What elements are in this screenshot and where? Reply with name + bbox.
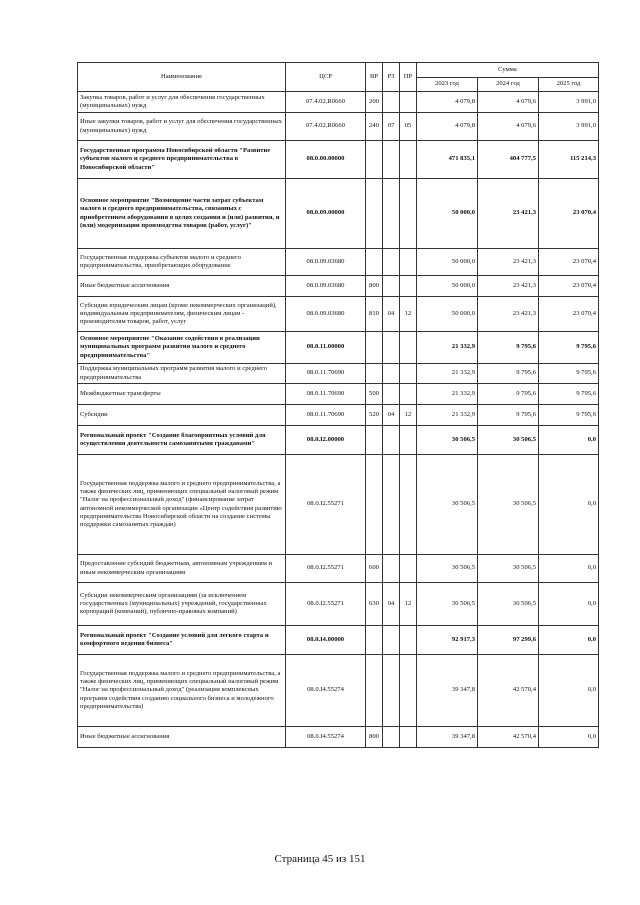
table-row xyxy=(78,179,599,249)
cell-2025: 0,0 xyxy=(539,626,599,655)
cell-pr xyxy=(400,332,417,364)
cell-vr: 500 xyxy=(366,384,383,405)
cell-2025: 0,0 xyxy=(539,583,599,626)
table-row xyxy=(78,727,599,748)
table-row xyxy=(78,626,599,655)
cell-2023: 30 506,5 xyxy=(417,426,478,455)
cell-csr: 08.0.I4.55274 xyxy=(286,727,366,748)
cell-2025: 23 070,4 xyxy=(539,249,599,276)
cell-vr xyxy=(366,141,383,179)
cell-pr xyxy=(400,92,417,113)
cell-2023: 39 347,8 xyxy=(417,655,478,727)
cell-pr xyxy=(400,384,417,405)
table-row xyxy=(78,384,599,405)
cell-pr xyxy=(400,141,417,179)
cell-csr: 08.0.09.00000 xyxy=(286,179,366,249)
cell-2025: 23 070,4 xyxy=(539,276,599,297)
cell-2024: 9 795,6 xyxy=(478,384,539,405)
cell-name: Региональный проект "Создание благоприятных условий для осуществления деятельности самозанятыми гражданами" xyxy=(78,426,286,455)
table-body xyxy=(78,92,599,748)
cell-2024: 30 506,5 xyxy=(478,426,539,455)
cell-csr: 08.0.I2.55271 xyxy=(286,455,366,555)
cell-vr: 520 xyxy=(366,405,383,426)
cell-2023: 50 000,0 xyxy=(417,249,478,276)
cell-csr: 08.0.09.03680 xyxy=(286,249,366,276)
cell-rz xyxy=(383,92,400,113)
cell-2024: 23 421,3 xyxy=(478,179,539,249)
page-number: Страница 45 из 151 xyxy=(274,853,366,865)
cell-pr: 12 xyxy=(400,583,417,626)
cell-pr xyxy=(400,655,417,727)
cell-csr: 08.0.I2.55271 xyxy=(286,555,366,583)
header-name: Наименование xyxy=(78,63,286,92)
cell-vr xyxy=(366,426,383,455)
cell-rz xyxy=(383,426,400,455)
cell-rz: 04 xyxy=(383,405,400,426)
cell-2025: 23 070,4 xyxy=(539,179,599,249)
cell-2025: 9 795,6 xyxy=(539,384,599,405)
cell-name: Закупка товаров, работ и услуг для обеспечения государственных (муниципальных) нужд xyxy=(78,92,286,113)
table-row xyxy=(78,455,599,555)
cell-name: Государственная поддержка малого и среднего предпринимательства, а также физических лиц, применяющих специальный налоговый режим "Налог на профессиональный доход" (финансирование затрат автономной некоммерческой организации «Центр содействия развитию предпринимательства Новосибирской области на создание системы поддержки самозанятых граждан) xyxy=(78,455,286,555)
table-row xyxy=(78,113,599,141)
cell-2024: 23 421,3 xyxy=(478,276,539,297)
table-row xyxy=(78,583,599,626)
cell-2025: 9 795,6 xyxy=(539,332,599,364)
cell-2025: 0,0 xyxy=(539,655,599,727)
cell-csr: 08.0.I4.00000 xyxy=(286,626,366,655)
table-row xyxy=(78,426,599,455)
cell-rz xyxy=(383,364,400,384)
table-row xyxy=(78,655,599,727)
cell-2023: 50 000,0 xyxy=(417,276,478,297)
cell-pr xyxy=(400,276,417,297)
cell-csr: 08.0.I2.55271 xyxy=(286,583,366,626)
cell-2024: 9 795,6 xyxy=(478,405,539,426)
cell-2023: 4 079,8 xyxy=(417,92,478,113)
cell-2024: 30 506,5 xyxy=(478,583,539,626)
cell-2024: 23 421,3 xyxy=(478,297,539,332)
cell-vr: 800 xyxy=(366,727,383,748)
cell-csr: 08.0.11.00000 xyxy=(286,332,366,364)
cell-name: Государственная программа Новосибирской области "Развитие субъектов малого и среднего предпринимательства в Новосибирской области" xyxy=(78,141,286,179)
cell-rz xyxy=(383,455,400,555)
header-2023: 2023 год xyxy=(417,78,478,92)
cell-pr xyxy=(400,555,417,583)
cell-2024: 42 570,4 xyxy=(478,727,539,748)
cell-vr xyxy=(366,455,383,555)
cell-rz xyxy=(383,727,400,748)
cell-pr: 12 xyxy=(400,405,417,426)
cell-2024: 97 299,6 xyxy=(478,626,539,655)
cell-name: Основное мероприятие "Оказание содействия в реализации муниципальных программ развития малого и среднего предпринимательства" xyxy=(78,332,286,364)
cell-2023: 39 347,8 xyxy=(417,727,478,748)
cell-2023: 21 332,9 xyxy=(417,384,478,405)
cell-2023: 30 506,5 xyxy=(417,583,478,626)
header-rz: РЗ xyxy=(383,63,400,92)
cell-vr: 200 xyxy=(366,92,383,113)
cell-2025: 115 214,3 xyxy=(539,141,599,179)
cell-csr: 07.4.02.R0660 xyxy=(286,113,366,141)
cell-csr: 08.0.11.70690 xyxy=(286,364,366,384)
cell-vr: 600 xyxy=(366,555,383,583)
cell-2023: 30 506,5 xyxy=(417,455,478,555)
cell-name: Субсидии некоммерческим организациям (за исключением государственных (муниципальных) учреждений, государственных корпораций (компаний), публично-правовых компаний) xyxy=(78,583,286,626)
budget-table xyxy=(77,62,599,748)
cell-pr xyxy=(400,455,417,555)
cell-2025: 3 991,0 xyxy=(539,92,599,113)
cell-vr xyxy=(366,332,383,364)
cell-name: Иные закупки товаров, работ и услуг для обеспечения государственных (муниципальных) нужд xyxy=(78,113,286,141)
cell-rz xyxy=(383,249,400,276)
cell-2024: 404 777,5 xyxy=(478,141,539,179)
cell-csr: 08.0.00.00000 xyxy=(286,141,366,179)
header-csr: ЦСР xyxy=(286,63,366,92)
header-vr: ВР xyxy=(366,63,383,92)
cell-vr: 630 xyxy=(366,583,383,626)
cell-2025: 9 795,6 xyxy=(539,364,599,384)
table-row xyxy=(78,405,599,426)
cell-2024: 30 506,5 xyxy=(478,555,539,583)
cell-name: Поддержка муниципальных программ развития малого и среднего предпринимательства xyxy=(78,364,286,384)
cell-2023: 471 835,1 xyxy=(417,141,478,179)
cell-2025: 9 795,6 xyxy=(539,405,599,426)
cell-rz xyxy=(383,655,400,727)
cell-rz: 04 xyxy=(383,583,400,626)
cell-vr xyxy=(366,364,383,384)
cell-rz xyxy=(383,626,400,655)
cell-pr xyxy=(400,179,417,249)
cell-2024: 9 795,6 xyxy=(478,364,539,384)
cell-2025: 0,0 xyxy=(539,727,599,748)
cell-vr: 800 xyxy=(366,276,383,297)
cell-2024: 4 079,6 xyxy=(478,92,539,113)
cell-2024: 4 079,6 xyxy=(478,113,539,141)
cell-rz: 07 xyxy=(383,113,400,141)
cell-2024: 9 795,6 xyxy=(478,332,539,364)
header-pr: ПР xyxy=(400,63,417,92)
cell-csr: 08.0.09.03680 xyxy=(286,276,366,297)
cell-pr xyxy=(400,626,417,655)
cell-rz xyxy=(383,332,400,364)
cell-name: Субсидии юридическим лицам (кроме некоммерческих организаций), индивидуальным предпринимателям, физическим лицам - производителям товаров, работ, услуг xyxy=(78,297,286,332)
cell-2025: 0,0 xyxy=(539,455,599,555)
cell-csr: 08.0.I2.00000 xyxy=(286,426,366,455)
cell-rz xyxy=(383,384,400,405)
cell-csr: 07.4.02.R0660 xyxy=(286,92,366,113)
cell-vr xyxy=(366,626,383,655)
cell-rz xyxy=(383,555,400,583)
cell-rz: 04 xyxy=(383,297,400,332)
table-header xyxy=(78,63,599,92)
table-row xyxy=(78,364,599,384)
cell-vr xyxy=(366,249,383,276)
cell-csr: 08.0.I4.55274 xyxy=(286,655,366,727)
cell-2023: 21 332,9 xyxy=(417,364,478,384)
cell-2025: 0,0 xyxy=(539,555,599,583)
table-row xyxy=(78,332,599,364)
cell-csr: 08.0.11.70690 xyxy=(286,405,366,426)
cell-vr xyxy=(366,655,383,727)
cell-pr: 05 xyxy=(400,113,417,141)
table-row xyxy=(78,141,599,179)
cell-rz xyxy=(383,276,400,297)
cell-name: Предоставление субсидий бюджетным, автономным учреждениям и иным некоммерческим организациям xyxy=(78,555,286,583)
cell-name: Межбюджетные трансферты xyxy=(78,384,286,405)
table-row xyxy=(78,249,599,276)
cell-pr xyxy=(400,727,417,748)
cell-2024: 42 570,4 xyxy=(478,655,539,727)
cell-pr: 12 xyxy=(400,297,417,332)
cell-csr: 08.0.09.03680 xyxy=(286,297,366,332)
cell-vr: 810 xyxy=(366,297,383,332)
cell-2025: 3 991,0 xyxy=(539,113,599,141)
header-2024: 2024 год xyxy=(478,78,539,92)
cell-2025: 23 070,4 xyxy=(539,297,599,332)
cell-2023: 21 332,9 xyxy=(417,405,478,426)
table-row xyxy=(78,297,599,332)
cell-2025: 0,0 xyxy=(539,426,599,455)
cell-csr: 08.0.11.70690 xyxy=(286,384,366,405)
cell-name: Основное мероприятие "Возмещение части затрат субъектам малого и среднего предпринимательства, связанных с приобретением оборудования в целях создания и (или) развития, и (или) модернизации производства товаров (работ, услуг)" xyxy=(78,179,286,249)
cell-vr xyxy=(366,179,383,249)
cell-name: Иные бюджетные ассигнования xyxy=(78,727,286,748)
cell-2023: 92 917,3 xyxy=(417,626,478,655)
cell-2024: 30 506,5 xyxy=(478,455,539,555)
cell-rz xyxy=(383,141,400,179)
header-sum: Сумма xyxy=(417,63,599,78)
cell-name: Региональный проект "Создание условий для легкого старта и комфортного ведения бизнеса" xyxy=(78,626,286,655)
cell-name: Субсидии xyxy=(78,405,286,426)
cell-2023: 4 079,8 xyxy=(417,113,478,141)
cell-2023: 50 000,0 xyxy=(417,297,478,332)
cell-2024: 23 421,3 xyxy=(478,249,539,276)
cell-pr xyxy=(400,426,417,455)
cell-pr xyxy=(400,364,417,384)
cell-rz xyxy=(383,179,400,249)
table-row xyxy=(78,555,599,583)
cell-2023: 50 000,0 xyxy=(417,179,478,249)
table-row xyxy=(78,92,599,113)
cell-name: Государственная поддержка малого и среднего предпринимательства, а также физических лиц, применяющих специальный налоговый режим "Налог на профессиональный доход" (реализация комплексных программ содействия созданию социального бизнеса и молодежного предпринимательства) xyxy=(78,655,286,727)
cell-2023: 21 332,9 xyxy=(417,332,478,364)
cell-name: Государственная поддержка субъектов малого и среднего предпринимательства, приобретающих оборудование xyxy=(78,249,286,276)
cell-pr xyxy=(400,249,417,276)
cell-2023: 30 506,5 xyxy=(417,555,478,583)
header-2025: 2025 год xyxy=(539,78,599,92)
cell-vr: 240 xyxy=(366,113,383,141)
cell-name: Иные бюджетные ассигнования xyxy=(78,276,286,297)
table-row xyxy=(78,276,599,297)
